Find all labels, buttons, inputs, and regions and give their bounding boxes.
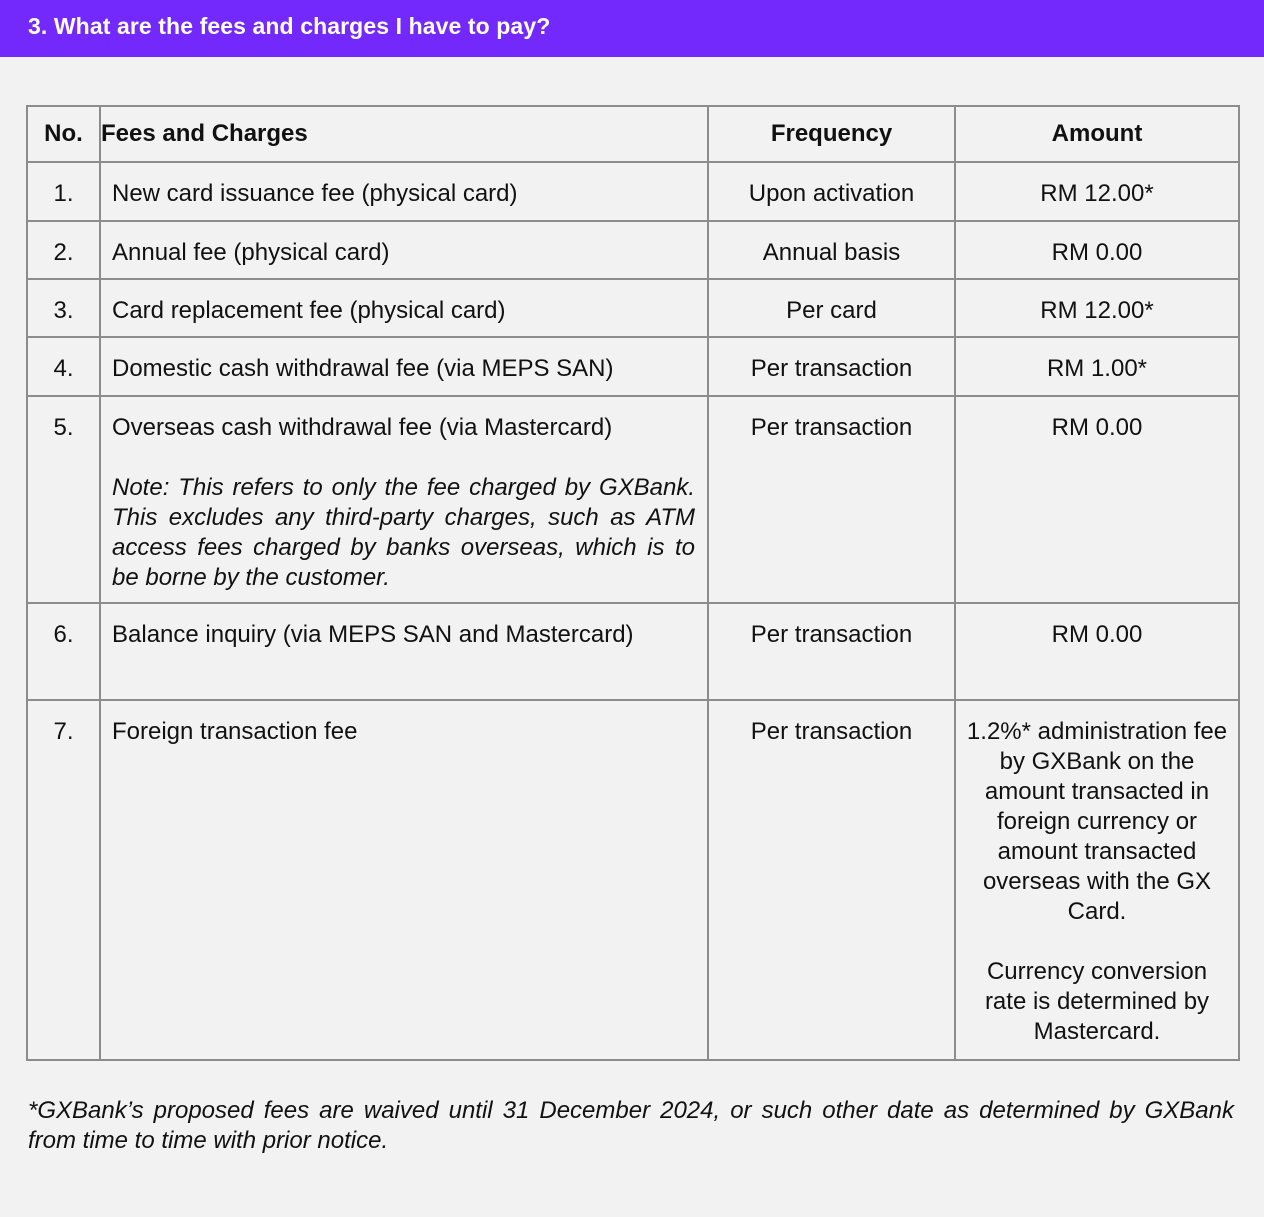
table-row [27,279,1239,337]
fee-name: Overseas cash withdrawal fee (via Mastercard) [112,414,613,441]
row-number: 5. [53,414,74,441]
fee-amount: RM 0.00 [1051,621,1143,648]
fee-amount: RM 0.00 [1051,414,1143,441]
fee-amount-conversion-note: Currency conversion rate is determined by Mastercard. [984,958,1210,1045]
row-number: 1. [53,180,74,207]
fee-name: Foreign transaction fee [112,718,358,745]
fee-frequency: Per transaction [750,718,913,745]
header-fees-and-charges: Fees and Charges [100,106,708,162]
fees-table [26,105,1240,1061]
table-row [27,700,1239,1060]
section-header-bar [0,0,1264,57]
fee-frequency: Per transaction [750,621,913,648]
fee-note: Note: This refers to only the fee charged by GXBank. This excludes any third-party charges, such as ATM access fees charged by banks overseas, which is to be borne by the customer. [112,474,695,591]
fee-name: Balance inquiry (via MEPS SAN and Mastercard) [112,621,634,648]
table-row [27,162,1239,221]
fee-frequency: Per transaction [750,355,913,382]
header-frequency: Frequency [708,106,955,162]
table-row [27,337,1239,396]
row-number: 2. [53,239,74,266]
fee-frequency: Per card [786,297,877,324]
fee-amount: RM 1.00* [1046,355,1148,382]
fee-amount: 1.2%* administration fee by GXBank on the amount transacted in foreign currency or amount transacted overseas with the GX Card. [966,718,1228,925]
table-row [27,396,1239,603]
row-number: 6. [53,621,74,648]
row-number: 7. [53,718,74,745]
fee-name: Annual fee (physical card) [112,239,390,266]
table-row [27,603,1239,700]
fee-frequency: Per transaction [750,414,913,441]
table-header-row [27,106,1239,162]
fee-frequency: Upon activation [748,180,915,207]
footnote: *GXBank’s proposed fees are waived until 31 December 2024, or such other date as determined by GXBank from time to time with prior notice. [28,1097,1234,1154]
fee-name: Domestic cash withdrawal fee (via MEPS SAN) [112,355,614,382]
fee-amount: RM 0.00 [1051,239,1143,266]
fee-amount: RM 12.00* [1040,180,1154,207]
section-title: 3. What are the fees and charges I have to pay? [28,13,551,39]
fee-frequency: Annual basis [762,239,901,266]
fee-name: Card replacement fee (physical card) [112,297,506,324]
fee-amount: RM 12.00* [1040,297,1154,324]
row-number: 4. [53,355,74,382]
fee-name: New card issuance fee (physical card) [112,180,518,207]
header-no: No. [27,106,100,162]
table-row [27,221,1239,279]
header-amount: Amount [955,106,1239,162]
row-number: 3. [53,297,74,324]
